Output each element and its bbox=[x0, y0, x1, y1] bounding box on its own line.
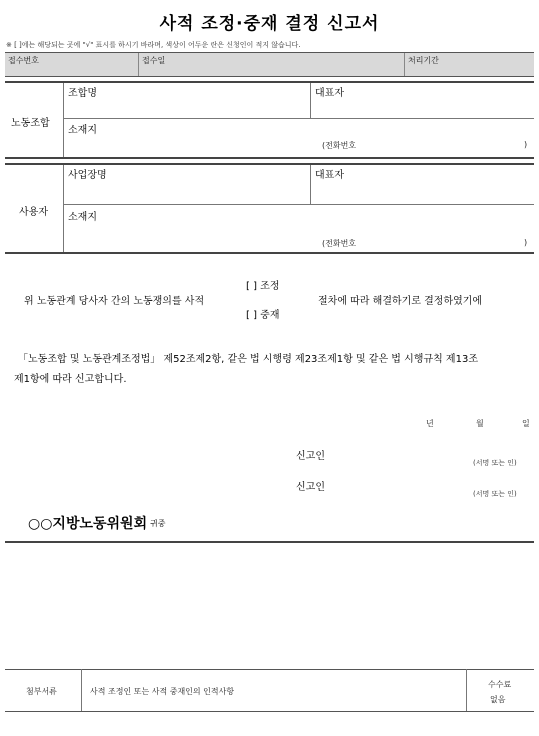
receipt-number-label: 접수번호 bbox=[8, 56, 39, 65]
union-phone-close: ) bbox=[524, 140, 528, 149]
reporter-signature: (서명 또는 인) bbox=[473, 459, 517, 467]
statement-prefix: 위 노동관계 당사자 간의 노동쟁의를 사적 bbox=[24, 296, 205, 307]
union-name-label: 조합명 bbox=[68, 88, 97, 99]
employer-section-label: 사용자 bbox=[19, 207, 48, 218]
fee-label: 수수료 bbox=[488, 680, 512, 689]
receipt-row bbox=[5, 52, 534, 77]
employer-phone-close: ) bbox=[524, 238, 528, 247]
page-title: 사적 조정·중재 결정 신고서 bbox=[159, 14, 380, 34]
receipt-date-label: 접수일 bbox=[142, 56, 166, 65]
section-border bbox=[5, 157, 534, 159]
section-border bbox=[5, 163, 534, 165]
section-border bbox=[5, 711, 534, 712]
union-address-label: 소재지 bbox=[68, 125, 97, 136]
legal-basis-line1: 「노동조합 및 노동관계조정법」 제52조제2항, 같은 법 시행령 제23조제1항 및 같은 법 시행규칙 제13조 bbox=[18, 354, 478, 365]
employer-address-label: 소재지 bbox=[68, 212, 97, 223]
column-divider bbox=[310, 165, 311, 204]
employer-phone-label: (전화번호 bbox=[322, 239, 357, 248]
date-month-label: 월 bbox=[476, 419, 484, 428]
processing-period-label: 처리기간 bbox=[408, 56, 439, 65]
instruction-note: ※ [ ]에는 해당되는 곳에 "√" 표시를 하시기 바라며, 색상이 어두운 란은 신청인이 적지 않습니다. bbox=[6, 41, 301, 49]
recipient-name: ○○지방노동위원회 bbox=[28, 516, 148, 532]
recipient-suffix: 귀중 bbox=[150, 519, 166, 528]
attachment-label: 첨부서류 bbox=[26, 687, 57, 696]
union-phone-label: (전화번호 bbox=[322, 141, 357, 150]
reporter-label: 신고인 bbox=[296, 451, 325, 462]
column-divider bbox=[466, 669, 467, 711]
section-border bbox=[5, 669, 534, 670]
union-rep-label: 대표자 bbox=[315, 88, 344, 99]
option-arbitration: [ ] 중재 bbox=[246, 310, 280, 321]
row-divider bbox=[63, 204, 534, 205]
employer-rep-label: 대표자 bbox=[315, 170, 344, 181]
legal-basis-line2: 제1항에 따라 신고합니다. bbox=[14, 374, 127, 385]
date-year-label: 년 bbox=[426, 419, 434, 428]
row-divider bbox=[63, 118, 534, 119]
reporter-signature: (서명 또는 인) bbox=[473, 490, 517, 498]
union-section-label: 노동조합 bbox=[11, 118, 50, 129]
section-border bbox=[5, 81, 534, 83]
statement-suffix: 절차에 따라 해결하기로 결정하였기에 bbox=[318, 296, 483, 307]
column-divider bbox=[310, 83, 311, 118]
date-day-label: 일 bbox=[522, 419, 530, 428]
employer-name-label: 사업장명 bbox=[68, 170, 107, 181]
attachment-content: 사적 조정인 또는 사적 중재인의 인적사항 bbox=[90, 687, 235, 696]
column-divider bbox=[63, 83, 64, 157]
section-border bbox=[5, 541, 534, 543]
section-border bbox=[5, 252, 534, 254]
column-divider bbox=[81, 669, 82, 711]
fee-value: 없음 bbox=[490, 695, 506, 704]
reporter-label: 신고인 bbox=[296, 482, 325, 493]
column-divider bbox=[63, 165, 64, 252]
option-mediation: [ ] 조정 bbox=[246, 281, 280, 292]
